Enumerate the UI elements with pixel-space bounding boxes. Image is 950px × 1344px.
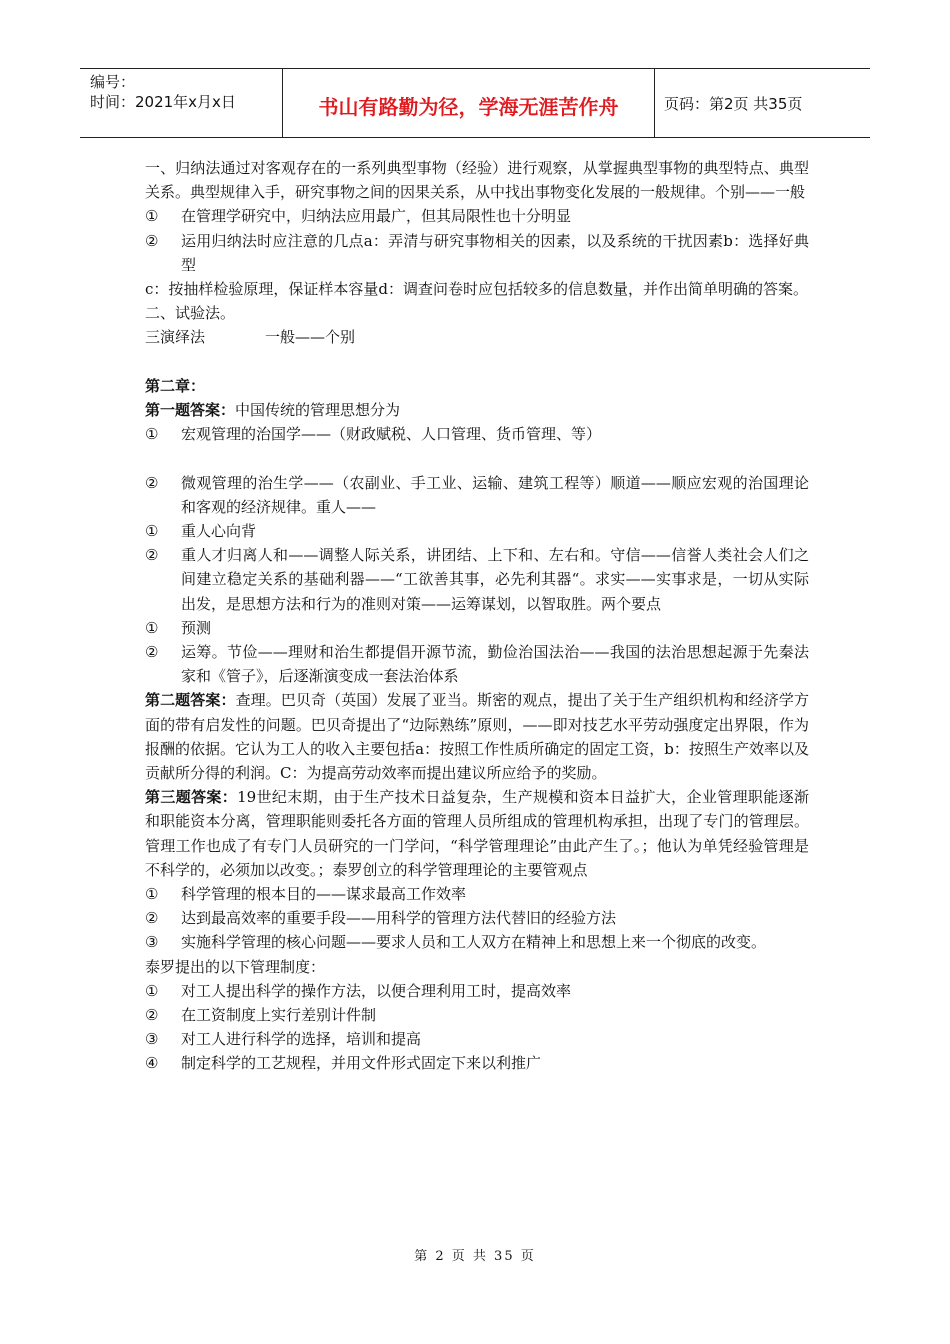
list-marker: ②	[145, 231, 159, 250]
list-item	[145, 471, 809, 519]
header-date: 时间：2021年x月x日	[90, 93, 236, 111]
list-item-text: 宏观管理的治国学——（财政赋税、人口管理、货币管理、等）	[181, 425, 602, 444]
list-item	[145, 519, 809, 543]
list-item	[145, 422, 809, 446]
answer-text: 查理。巴贝奇（英国）发展了亚当。斯密的观点，提出了关于生产组织机构和经济学方面的带有启发性的问题。巴贝奇提出了“边际熟练”原则，——即对技艺水平劳动强度定出界限，作为报酬的依据。它认为工人的收入主要包括a：按照工作性质所确定的固定工资，b：按照生产效率以及贡献所分得的利润。C：为提高劳动效率而提出建议所应给予的奖励。	[145, 691, 809, 783]
list-marker: ④	[145, 1054, 159, 1073]
header-id-label: 编号：	[90, 73, 136, 91]
paragraph: 二、试验法。	[145, 304, 236, 323]
list-marker: ③	[145, 1030, 159, 1049]
list-item	[145, 1003, 809, 1027]
answer-label: 第一题答案：	[145, 401, 236, 420]
answer-text: 19世纪末期，由于生产技术日益复杂，生产规模和资本日益扩大，企业管理职能逐渐和职能资本分离，管理职能则委托各方面的管理人员所组成的管理机构承担，出现了专门的管理层。管理工作也成了有专门人员研究的一门学问，“科学管理理论”由此产生了。；他认为单凭经验管理是不科学的，必须加以改变。；泰罗创立的科学管理理论的主要管观点	[145, 788, 809, 879]
list-marker: ①	[145, 981, 159, 1000]
paragraph	[145, 398, 809, 422]
list-item-text: 制定科学的工艺规程，并用文件形式固定下来以利推广	[181, 1054, 542, 1073]
list-item-text: 在工资制度上实行差别计件制	[181, 1006, 377, 1025]
paragraph	[145, 785, 809, 882]
list-item	[145, 640, 809, 688]
method-name: 三演绎法	[145, 328, 206, 347]
header-motto: 书山有路勤为径，学海无涯苦作舟	[282, 69, 655, 137]
list-item-text: 微观管理的治生学——（农副业、手工业、运输、建筑工程等）顺道——顺应宏观的治国理论和客观的经济规律。重人——	[181, 473, 809, 516]
list-item-text: 预测	[181, 618, 212, 637]
chapter-title: 第二章：	[145, 376, 206, 395]
list-item-text: 达到最高效率的重要手段——用科学的管理方法代替旧的经验方法	[181, 909, 617, 928]
list-item-text: 对工人提出科学的操作方法，以便合理利用工时，提高效率	[181, 981, 572, 1000]
list-marker: ②	[145, 546, 159, 565]
list-item-text: 对工人进行科学的选择，培训和提高	[181, 1030, 422, 1049]
list-item	[145, 204, 809, 228]
list-item	[145, 930, 809, 954]
answer-label: 第三题答案：	[145, 788, 238, 807]
list-marker: ②	[145, 909, 159, 928]
answer-label: 第二题答案：	[145, 691, 236, 710]
list-item-text: 重人才归离人和——调整人际关系，讲团结、上下和、左右和。守信——信誉人类社会人们之间建立稳定关系的基础利器——“工欲善其事，必先利其器“。求实——实事求是，一切从实际出发，是思想方法和行为的准则对策——运筹谋划，以智取胜。两个要点	[181, 546, 809, 613]
header-page-info: 页码：第2页 共35页	[664, 94, 803, 113]
answer-text: 中国传统的管理思想分为	[235, 401, 401, 420]
list-item	[145, 1051, 809, 1075]
list-marker: ②	[145, 643, 159, 662]
list-item	[145, 1027, 809, 1051]
list-item-text: 重人心向背	[181, 522, 257, 541]
list-item	[145, 906, 809, 930]
list-item	[145, 979, 809, 1003]
list-marker: ①	[145, 425, 159, 444]
list-item	[145, 616, 809, 640]
paragraph: 一、归纳法通过对客观存在的一系列典型事物（经验）进行观察，从掌握典型事物的典型特点、典型关系。典型规律入手，研究事物之间的因果关系，从中找出事物变化发展的一般规律。个别——一般	[145, 159, 809, 202]
header-left-cell	[80, 69, 282, 137]
list-marker: ①	[145, 207, 159, 226]
document-header	[80, 68, 870, 138]
paragraph: 泰罗提出的以下管理制度：	[145, 957, 326, 976]
list-item-text: 科学管理的根本目的——谋求最高工作效率	[181, 885, 467, 904]
document-body	[145, 156, 809, 1076]
list-item	[145, 543, 809, 616]
page-footer: 第 2 页 共 35 页	[414, 1249, 536, 1264]
list-marker: ①	[145, 618, 159, 637]
list-item-text: 运用归纳法时应注意的几点a：弄清与研究事物相关的因素，以及系统的干扰因素b：选择好典型	[181, 231, 809, 274]
list-item-text: 实施科学管理的核心问题——要求人员和工人双方在精神上和思想上来一个彻底的改变。	[181, 933, 767, 952]
list-marker: ①	[145, 522, 159, 541]
list-marker: ②	[145, 473, 159, 492]
list-marker: ①	[145, 885, 159, 904]
paragraph: c：按抽样检验原理，保证样本容量d：调查问卷时应包括较多的信息数量，并作出简单明确的答案。	[145, 280, 809, 299]
list-item	[145, 882, 809, 906]
list-item-text: 运筹。节俭——理财和治生都提倡开源节流，勤俭治国法治——我国的法治思想起源于先秦法家和《管子》，后逐渐演变成一套法治体系	[181, 643, 809, 686]
paragraph	[145, 325, 809, 349]
list-marker: ③	[145, 933, 159, 952]
list-item	[145, 229, 809, 277]
list-item-text: 在管理学研究中，归纳法应用最广，但其局限性也十分明显	[181, 207, 572, 226]
method-direction: 一般——个别	[265, 328, 356, 347]
paragraph	[145, 688, 809, 785]
list-marker: ②	[145, 1006, 159, 1025]
